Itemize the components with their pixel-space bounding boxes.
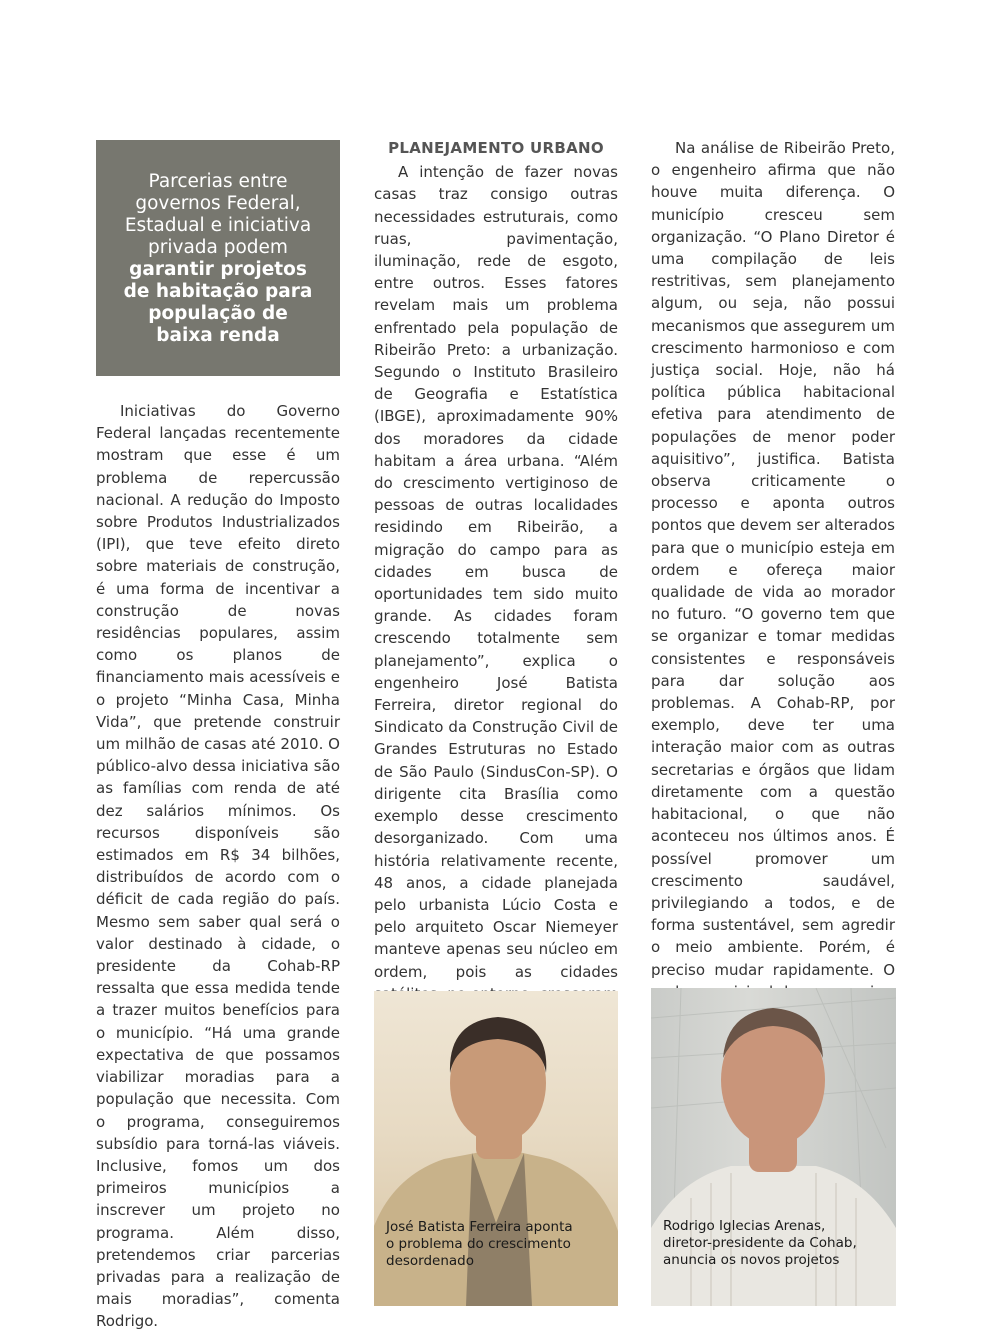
pull-quote-line: garantir projetos	[129, 259, 307, 280]
article-paragraph: Iniciativas do Governo Federal lançadas recentemente mostram que esse é um problema de repercussão nacional. A redução do Imposto sobre Produtos Industrializados (IPI), que teve efeito direto sobre materiais de construção, é uma forma de incentivar a construção de novas residências populares, assim como os planos de financiamento mais acessíveis e o projeto “Minha Casa, Minha Vida”, que pretende construir um milhão de casas até 2010. O público-alvo dessa iniciativa são as famílias com renda de até dez salários mínimos. Os recursos disponíveis são estimados em R$ 34 bilhões, distribuídos de acordo com o déficit de cada região do país. Mesmo sem saber qual será o valor destinado à cidade, o presidente da Cohab-RP ressalta que essa medida tende a trazer muitos benefícios para o município. “Há uma grande expectativa de que possamos viabilizar moradias para a população que necessita. Com o programa, conseguiremos subsídio para torná-las viáveis. Inclusive, fomos um dos primeiros municípios a inscrever um projeto no programa. Além disso, pretendemos criar parcerias privadas para a realização de mais moradias”, comenta Rodrigo.	[96, 402, 340, 1331]
caption-line: José Batista Ferreira aponta	[386, 1219, 573, 1235]
article-column-3	[651, 137, 895, 1092]
pull-quote-line: Estadual e iniciativa	[124, 215, 312, 236]
pull-quote-line: de habitação para	[123, 281, 313, 302]
pull-quote-box	[96, 140, 340, 376]
pull-quote-line: privada podem	[148, 237, 288, 258]
pull-quote-line: governos Federal,	[135, 193, 301, 214]
photo-caption	[663, 1218, 883, 1269]
caption-line: diretor-presidente da Cohab,	[663, 1235, 857, 1251]
pull-quote-bold	[106, 259, 330, 347]
article-paragraph: A intenção de fazer novas casas traz consigo outras necessidades estruturais, como ruas, pavimentação, iluminação, rede de esgoto, entre outros. Esses fatores revelam mais um problema enfrentado pela população de Ribeirão Preto: a urbanização. Segundo o Instituto Brasileiro de Geografia e Estatística (IBGE), aproximadamente 90% dos moradores da cidade habitam a área urbana. “Além do crescimento vertiginoso de pessoas de outras localidades residindo em Ribeirão, a migração do campo para as cidades em busca de oportunidades tem sido muito grande. As cidades foram crescendo totalmente sem planejamento”, explica o engenheiro José Batista Ferreira, diretor regional do Sindicato da Construção Civil de Grandes Estruturas no Estado de São Paulo (SindusCon-SP). O dirigente cita Brasília como exemplo desse crescimento desorganizado. Com uma história relativamente recente, 48 anos, a cidade planejada pelo urbanista Lúcio Costa e pelo arquiteto Oscar Niemeyer manteve apenas seu núcleo em ordem, pois as cidades	[374, 163, 618, 981]
photo-jose-batista-ferreira	[374, 991, 618, 1306]
section-heading: PLANEJAMENTO URBANO	[388, 139, 604, 157]
article-column-2	[374, 137, 618, 1049]
photo-caption	[386, 1219, 606, 1270]
pull-quote-line: população de	[148, 303, 288, 324]
caption-line: desordenado	[386, 1253, 475, 1269]
pull-quote-line: baixa renda	[156, 325, 280, 346]
photo-rodrigo-iglecias-arenas	[651, 988, 896, 1306]
pull-quote-light	[106, 171, 330, 259]
pull-quote-line: Parcerias entre	[148, 171, 288, 192]
caption-line: Rodrigo Iglecias Arenas,	[663, 1218, 826, 1234]
article-column-1	[96, 400, 340, 1333]
article-paragraph: Na análise de Ribeirão Preto, o engenheiro afirma que não houve muita diferença. O município cresceu sem organização. “O Plano Diretor é uma compilação de leis restritivas, sem planejamento algum, ou seja, não possui mecanismos que assegurem um crescimento harmonioso e com justiça social. Hoje, não há política pública habitacional efetiva para atendimento de populações de menor poder aquisitivo”, justifica. Batista observa criticamente o processo e aponta outros pontos que devem ser alterados para que o município esteja em ordem e ofereça maior qualidade de vida ao morador no futuro. “O governo tem que se organizar e tomar medidas consistentes e responsáveis para dar solução aos problemas. A Cohab-RP, por exemplo, deve ter uma interação maior com as outras secretarias e órgãos que lidam diretamente com a questão habitacional, o que não aconteceu nos últimos anos. É possível promover um crescimento saudável, privilegiando a todos, e de forma sustentável, sem agredir o meio ambiente. Porém, é preciso mudar rapidamente. O	[651, 139, 895, 979]
caption-line: o problema do crescimento	[386, 1236, 571, 1252]
caption-line: anuncia os novos projetos	[663, 1252, 840, 1268]
